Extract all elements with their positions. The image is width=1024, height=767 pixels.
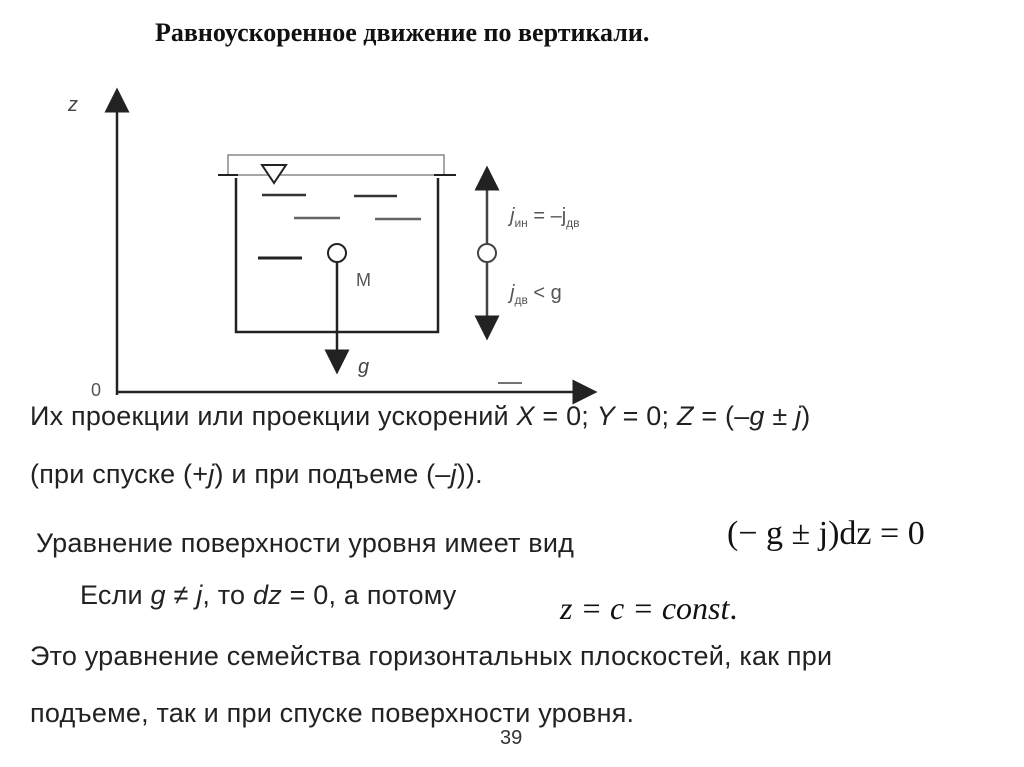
level-surface-equation-text: Уравнение поверхности уровня имеет вид [36, 528, 575, 558]
point-m-label: M [356, 270, 371, 290]
page-number: 39 [500, 727, 523, 749]
origin-label: 0 [91, 380, 102, 400]
conclusion-line-1: Это уравнение семейства горизонтальных плоскостей, как при [30, 641, 833, 671]
gravity-label: g [358, 356, 370, 378]
level-surface-formula: (− g ± j)dz = 0 [727, 515, 925, 552]
j-dv-label: $j_{дв} < g$ [510, 282, 562, 307]
condition-line: Если g ≠ j, то dz = 0, а потому [80, 580, 457, 610]
j-in-label: $j_{ин} = -j_{дв}$ [510, 205, 580, 230]
descent-ascent-line: (при спуске (+j) и при подъеме (–j)). [30, 459, 483, 489]
const-formula: z = c = const. [560, 590, 738, 626]
z-axis-label: z [68, 94, 78, 116]
free-surface-triangle-icon [262, 165, 286, 183]
slide-title: Равноускоренное движение по вертикали. [155, 18, 650, 47]
conclusion-line-2: подъеме, так и при спуске поверхности уровня. [30, 698, 635, 728]
projections-line: Их проекции или проекции ускорений X = 0; Y = 0; Z = (–g ± j) [30, 401, 811, 431]
vessel-lid [228, 155, 444, 175]
acceleration-node [478, 244, 496, 262]
point-m [328, 244, 346, 262]
